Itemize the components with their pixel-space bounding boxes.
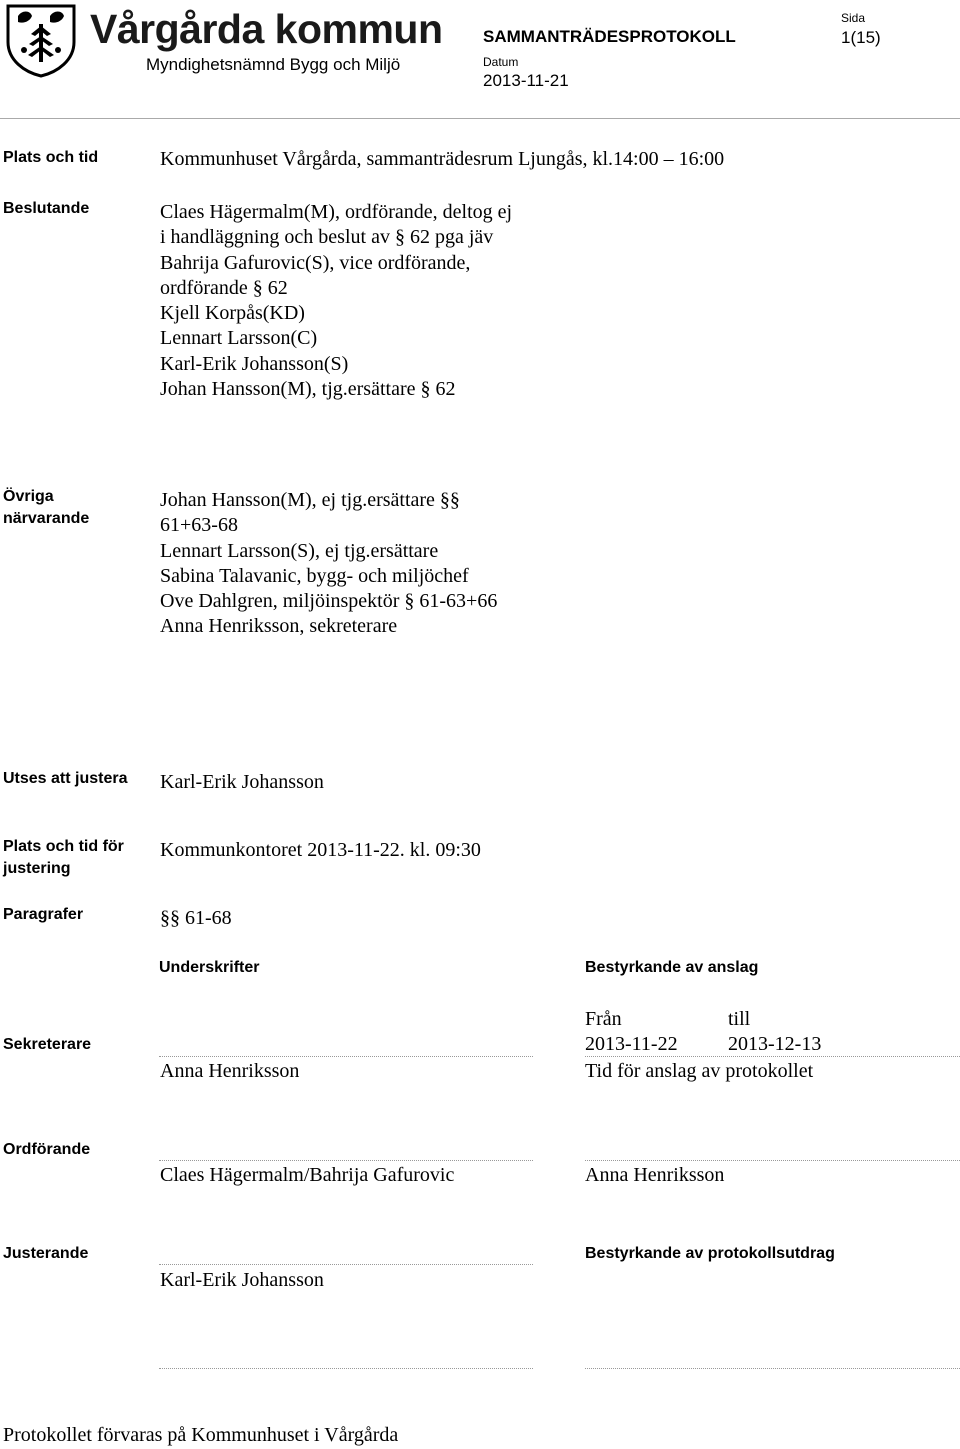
justering-label-line-1: Plats och tid för (3, 838, 124, 855)
underskrifter-label: Underskrifter (159, 959, 260, 976)
bestyrkande-anslag-label: Bestyrkande av anslag (585, 959, 759, 976)
list-item: Johan Hansson(M), ej tjg.ersättare §§ (160, 489, 460, 511)
ordforande-right-signature-line (585, 1160, 960, 1161)
list-item: Anna Henriksson, sekreterare (160, 615, 398, 638)
justering-value: Kommunkontoret 2013-11-22. kl. 09:30 (160, 839, 481, 861)
page-label: Sida (841, 11, 866, 25)
beslutande-list (160, 200, 512, 402)
ovriga-label (3, 486, 89, 530)
till-date: 2013-12-13 (728, 1033, 822, 1055)
list-item: Sabina Talavanic, bygg- och miljöchef (160, 564, 469, 587)
ovriga-list (160, 488, 497, 640)
paragrafer-value: §§ 61-68 (160, 907, 232, 929)
justering-label (3, 836, 124, 880)
beslutande-label: Beslutande (3, 200, 90, 217)
list-item: Lennart Larsson(C) (160, 327, 318, 350)
paragrafer-label: Paragrafer (3, 906, 84, 923)
list-item: i handläggning och beslut av § 62 pga jäv (160, 226, 494, 249)
list-item: 61+63-68 (160, 514, 238, 537)
document-date: 2013-11-21 (483, 71, 569, 90)
justerande-label: Justerande (3, 1245, 89, 1262)
document-type: SAMMANTRÄDESPROTOKOLL (483, 27, 736, 46)
date-label: Datum (483, 55, 519, 69)
justerande-name: Karl-Erik Johansson (160, 1269, 324, 1291)
ordforande-right-name: Anna Henriksson (585, 1164, 725, 1186)
till-label: till (728, 1008, 751, 1030)
blank-signature-line-left (159, 1368, 533, 1369)
plats-value: Kommunhuset Vårgårda, sammanträdesrum Ljungås, kl.14:00 – 16:00 (160, 148, 725, 170)
ordforande-signature-line (159, 1160, 533, 1161)
ordforande-name: Claes Hägermalm/Bahrija Gafurovic (160, 1164, 455, 1186)
sekreterare-name: Anna Henriksson (160, 1060, 300, 1082)
utses-label: Utses att justera (3, 770, 128, 787)
anslag-line (585, 1056, 960, 1057)
list-item: Johan Hansson(M), tjg.ersättare § 62 (160, 378, 456, 401)
ordforande-label: Ordförande (3, 1141, 91, 1158)
sekreterare-label: Sekreterare (3, 1036, 92, 1053)
blank-signature-line-right (585, 1368, 960, 1369)
footer-text: Protokollet förvaras på Kommunhuset i Vårgårda (3, 1424, 399, 1446)
ovriga-label-line-1: Övriga (3, 488, 54, 505)
bestyrkande-utdrag-label: Bestyrkande av protokollsutdrag (585, 1245, 835, 1262)
list-item: Ove Dahlgren, miljöinspektör § 61-63+66 (160, 590, 498, 613)
sekreterare-signature-line (159, 1056, 533, 1057)
anslag-caption: Tid för anslag av protokollet (585, 1060, 814, 1082)
list-item: Karl-Erik Johansson(S) (160, 352, 349, 375)
justerande-signature-line (159, 1264, 533, 1265)
list-item: ordförande § 62 (160, 276, 288, 299)
header-divider (0, 118, 960, 119)
municipal-coat-of-arms (4, 2, 78, 78)
org-name: Vårgårda kommun (90, 6, 443, 52)
list-item: Lennart Larsson(S), ej tjg.ersättare (160, 539, 439, 562)
fran-date: 2013-11-22 (585, 1033, 678, 1055)
utses-value: Karl-Erik Johansson (160, 771, 324, 793)
page-number: 1(15) (841, 28, 881, 47)
list-item: Kjell Korpås(KD) (160, 302, 305, 325)
department-name: Myndighetsnämnd Bygg och Miljö (146, 55, 401, 74)
justering-label-line-2: justering (3, 860, 71, 877)
list-item: Bahrija Gafurovic(S), vice ordförande, (160, 251, 471, 274)
fran-label: Från (585, 1008, 622, 1030)
plats-label: Plats och tid (3, 149, 99, 166)
list-item: Claes Hägermalm(M), ordförande, deltog ej (160, 201, 513, 223)
ovriga-label-line-2: närvarande (3, 510, 90, 527)
